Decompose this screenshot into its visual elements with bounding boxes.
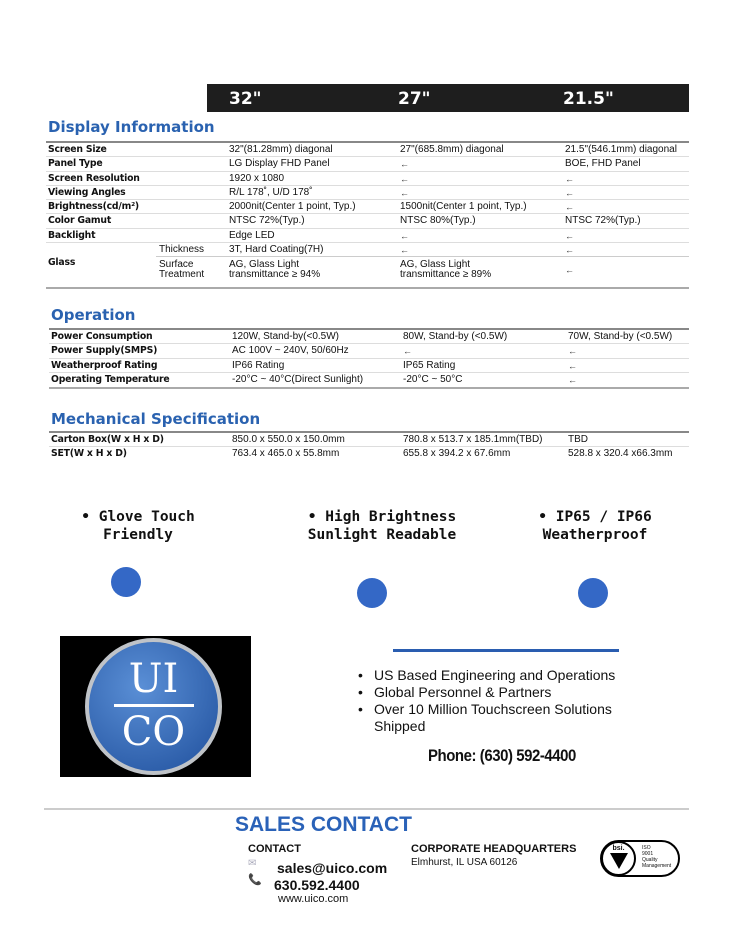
divider-line: [393, 649, 619, 652]
sales-contact-title: SALES CONTACT: [235, 813, 412, 836]
same-as-left-arrow-icon: ←: [565, 265, 574, 276]
footer-divider: [44, 808, 689, 810]
feature-dot-icon: [111, 567, 141, 597]
model-32: 32": [229, 89, 262, 109]
table-row: [49, 373, 689, 387]
row-label: Viewing Angles: [48, 186, 126, 198]
table-row: [49, 344, 689, 358]
operation-title: Operation: [51, 306, 136, 324]
cell-value: NTSC 72%(Typ.): [229, 215, 305, 227]
cell-value: NTSC 80%(Typ.): [400, 215, 476, 227]
cell-value: 2000nit(Center 1 point, Typ.): [229, 201, 356, 213]
phone-icon: 📞: [248, 874, 262, 886]
model-27: 27": [398, 89, 431, 109]
cell-value: 32"(81.28mm) diagonal: [229, 144, 333, 155]
cell-value: AG, Glass Light transmittance ≥ 89%: [400, 259, 492, 281]
row-label: Operating Temperature: [51, 373, 170, 385]
feature-high-brightness: • High Brightness Sunlight Readable: [307, 509, 457, 543]
row-label: Brightness(cd/m²): [48, 201, 139, 213]
email-icon: ✉: [248, 858, 257, 869]
feature-glove-touch: • Glove Touch Friendly: [81, 509, 195, 543]
same-as-left-arrow-icon: ←: [565, 202, 574, 213]
same-as-left-arrow-icon: ←: [568, 346, 577, 357]
row-label: Power Supply(SMPS): [51, 345, 158, 357]
table-row: [156, 243, 689, 257]
same-as-left-arrow-icon: ←: [400, 245, 409, 256]
row-label: Weatherproof Rating: [51, 359, 158, 371]
uico-logo: UI CO: [60, 636, 251, 777]
cell-value: BOE, FHD Panel: [565, 158, 641, 170]
cell-value: 1500nit(Center 1 point, Typ.): [400, 201, 527, 213]
feature-dot-icon: [357, 578, 387, 608]
cell-value: 655.8 x 394.2 x 67.6mm: [403, 448, 511, 460]
cell-value: IP66 Rating: [232, 359, 285, 371]
cell-value: AC 100V ~ 240V, 50/60Hz: [232, 345, 349, 357]
model-header-bar: [207, 84, 689, 112]
same-as-left-arrow-icon: ←: [565, 173, 574, 184]
bullet-item: • Over 10 Million Touchscreen Solutions Shipped: [358, 701, 658, 735]
cell-value: 780.8 x 513.7 x 185.1mm(TBD): [403, 434, 543, 445]
sales-email[interactable]: sales@uico.com: [277, 860, 388, 876]
cell-value: -20°C ~ 50°C: [403, 373, 463, 385]
row-label: Backlight: [48, 229, 96, 241]
feature-weatherproof: • IP65 / IP66 Weatherproof: [538, 509, 652, 543]
cell-value: 27"(685.8mm) diagonal: [400, 144, 504, 155]
cell-value: 528.8 x 320.4 x66.3mm: [568, 448, 673, 460]
hq-label: CORPORATE HEADQUARTERS: [411, 843, 577, 855]
table-row: [46, 143, 689, 157]
cell-value: Edge LED: [229, 229, 275, 241]
hq-address: Elmhurst, IL USA 60126: [411, 857, 518, 868]
table-row: [46, 172, 689, 186]
glass-group: [46, 243, 689, 287]
same-as-left-arrow-icon: ←: [565, 245, 574, 256]
row-label: Carton Box(W x H x D): [51, 434, 164, 445]
display-table: [46, 141, 689, 289]
table-row: [49, 359, 689, 373]
phone-number: Phone: (630) 592-4400: [428, 746, 576, 765]
row-label: Power Consumption: [51, 331, 153, 342]
same-as-left-arrow-icon: ←: [400, 173, 409, 184]
bsi-iso-cert-logo: bsi. ISO 9001 Quality Management: [600, 840, 680, 877]
cell-value: 3T, Hard Coating(7H): [229, 244, 324, 256]
cell-value: LG Display FHD Panel: [229, 158, 330, 170]
table-row: [49, 433, 689, 447]
feature-dot-icon: [578, 578, 608, 608]
contact-label: CONTACT: [248, 843, 301, 855]
bullet-item: • Global Personnel & Partners: [358, 684, 658, 701]
table-row: [156, 257, 689, 286]
table-row: [46, 157, 689, 171]
cell-value: 763.4 x 465.0 x 55.8mm: [232, 448, 340, 460]
cell-value: IP65 Rating: [403, 359, 456, 371]
sales-phone: 630.592.4400: [274, 877, 360, 893]
same-as-left-arrow-icon: ←: [400, 187, 409, 198]
row-label: Panel Type: [48, 158, 103, 170]
same-as-left-arrow-icon: ←: [565, 187, 574, 198]
row-label: Screen Size: [48, 144, 107, 155]
mechanical-title: Mechanical Specification: [51, 410, 261, 428]
cell-value: AG, Glass Light transmittance ≥ 94%: [229, 259, 321, 281]
cell-value: R/L 178˚, U/D 178˚: [229, 186, 313, 198]
cell-value: 70W, Stand-by (<0.5W): [568, 331, 673, 342]
table-row: [46, 214, 689, 228]
cell-value: 1920 x 1080: [229, 172, 285, 184]
same-as-left-arrow-icon: ←: [400, 230, 409, 241]
company-bullets: [358, 667, 658, 735]
website-link[interactable]: www.uico.com: [278, 893, 349, 905]
same-as-left-arrow-icon: ←: [568, 374, 577, 385]
cell-value: 80W, Stand-by (<0.5W): [403, 331, 508, 342]
display-information-title: Display Information: [48, 118, 215, 136]
table-row: [49, 330, 689, 344]
same-as-left-arrow-icon: ←: [565, 230, 574, 241]
row-label: SET(W x H x D): [51, 448, 127, 460]
sub-label: Thickness: [159, 244, 205, 256]
same-as-left-arrow-icon: ←: [403, 346, 412, 357]
operation-table: [49, 328, 689, 389]
mechanical-table: [49, 431, 689, 462]
table-row: [46, 200, 689, 214]
cell-value: 120W, Stand-by(<0.5W): [232, 331, 339, 342]
sub-label: Surface Treatment: [159, 259, 205, 281]
cell-value: 21.5"(546.1mm) diagonal: [565, 144, 677, 155]
same-as-left-arrow-icon: ←: [568, 360, 577, 371]
cell-value: 850.0 x 550.0 x 150.0mm: [232, 434, 345, 445]
same-as-left-arrow-icon: ←: [400, 159, 409, 170]
table-row: [46, 229, 689, 243]
table-row: [49, 447, 689, 461]
row-label: Screen Resolution: [48, 172, 140, 184]
table-row: [46, 186, 689, 200]
cell-value: NTSC 72%(Typ.): [565, 215, 641, 227]
cell-value: -20°C ~ 40°C(Direct Sunlight): [232, 373, 364, 385]
bullet-item: • US Based Engineering and Operations: [358, 667, 658, 684]
cell-value: TBD: [568, 434, 588, 445]
model-21-5: 21.5": [563, 89, 614, 109]
row-label: Glass: [48, 257, 76, 269]
row-label: Color Gamut: [48, 215, 112, 227]
